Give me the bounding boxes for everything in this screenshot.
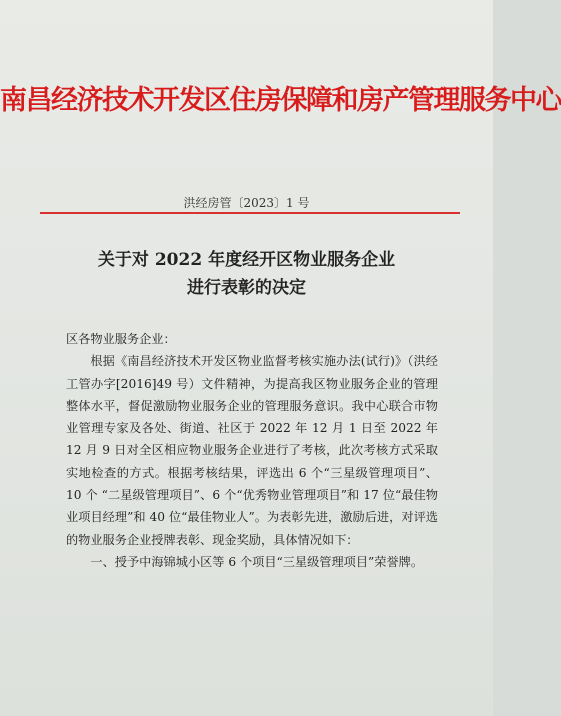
body-paragraph-1: 根据《南昌经济技术开发区物业监督考核实施办法(试行)》（洪经工管办字[2016]49 号）文件精神，为提高我区物业服务企业的管理整体水平，督促激励物业服务企业的管理服务意识。我中心联合市物业管理专家及各处、街道、社区于 2022 年 12 月 1 日至 2022 年 12 月 9 日对全区相应物业服务企业进行了考核，此次考核方式采取实地检查的方式。根据考核结果，评选出 6 个“三星级管理项目”、10 个 “二星级管理项目”、6 个“优秀物业管理项目”和 17 位“最佳物业项目经理”和 40 位“最佳物业人”。为表彰先进，激励后进，对评选的物业服务企业授牌表彰、现金奖励，具体情况如下： bbox=[66, 354, 438, 547]
issuing-organization-header: 南昌经济技术开发区住房保障和房产管理服务中心 bbox=[0, 85, 561, 116]
title-line-1: 关于对 2022 年度经开区物业服务企业 bbox=[97, 250, 396, 270]
document-title bbox=[0, 246, 493, 302]
list-item-1: 一、授予中海锦城小区等 6 个项目“三星级管理项目”荣誉牌。 bbox=[90, 554, 424, 569]
salutation: 区各物业服务企业： bbox=[66, 332, 176, 346]
document-number: 洪经房管〔2023〕1 号 bbox=[183, 196, 310, 210]
title-line-2: 进行表彰的决定 bbox=[187, 278, 306, 298]
document-body bbox=[66, 328, 438, 573]
red-divider-line bbox=[40, 212, 460, 214]
